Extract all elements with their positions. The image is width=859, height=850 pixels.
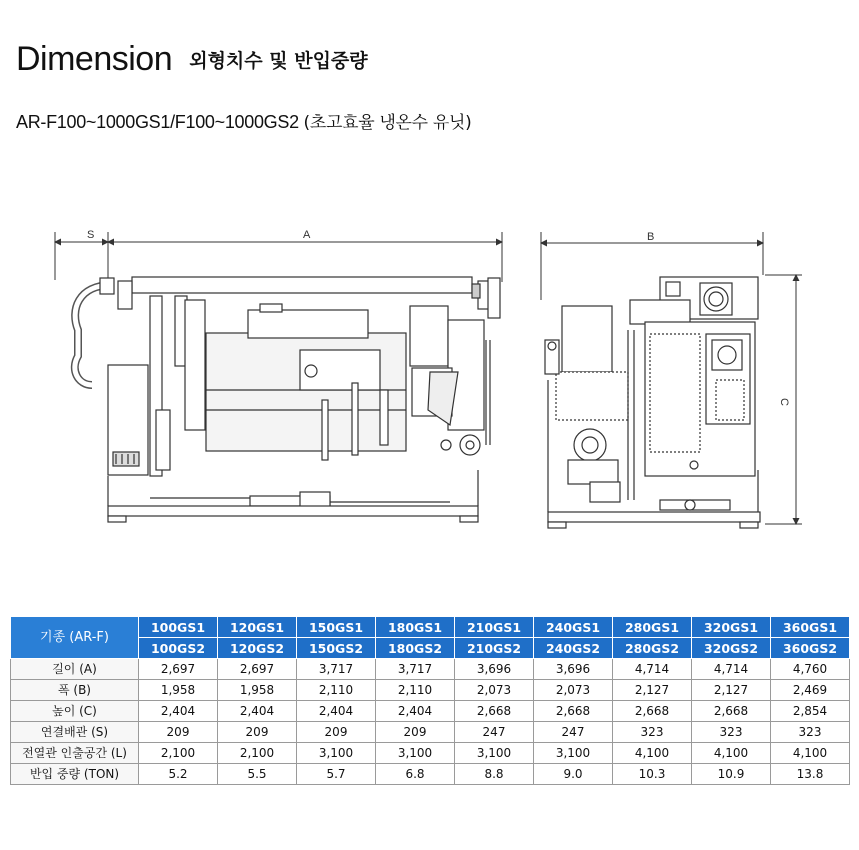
table-cell: 2,127 — [692, 680, 771, 701]
table-cell: 2,404 — [297, 701, 376, 722]
table-row — [11, 659, 850, 680]
model-header: 100GS1 — [139, 617, 218, 638]
table-cell: 2,110 — [376, 680, 455, 701]
table-cell: 2,668 — [613, 701, 692, 722]
front-dimension-lines — [55, 232, 502, 282]
table-cell: 3,717 — [297, 659, 376, 680]
subtitle-model: AR-F100~1000GS1/F100~1000GS2 — [16, 112, 299, 132]
table-cell: 247 — [534, 722, 613, 743]
table-cell: 2,668 — [692, 701, 771, 722]
table-cell: 2,404 — [218, 701, 297, 722]
row-label: 높이 (C) — [11, 701, 139, 722]
table-cell: 209 — [297, 722, 376, 743]
model-header: 320GS1 — [692, 617, 771, 638]
table-cell: 10.9 — [692, 764, 771, 785]
model-header: 210GS2 — [455, 638, 534, 659]
model-header: 210GS1 — [455, 617, 534, 638]
table-cell: 2,404 — [376, 701, 455, 722]
title-main: Dimension — [16, 40, 173, 78]
table-row — [11, 764, 850, 785]
model-header: 180GS1 — [376, 617, 455, 638]
table-cell: 323 — [613, 722, 692, 743]
table-cell: 5.5 — [218, 764, 297, 785]
table-cell: 3,717 — [376, 659, 455, 680]
table-cell: 209 — [376, 722, 455, 743]
table-cell: 6.8 — [376, 764, 455, 785]
table-cell: 323 — [771, 722, 850, 743]
table-cell: 2,668 — [534, 701, 613, 722]
dim-label-a: A — [303, 229, 311, 241]
table-cell: 5.7 — [297, 764, 376, 785]
table-cell: 3,696 — [455, 659, 534, 680]
table-row — [11, 722, 850, 743]
table-cell: 2,100 — [218, 743, 297, 764]
row-label: 반입 중량 (TON) — [11, 764, 139, 785]
row-label: 연결배관 (S) — [11, 722, 139, 743]
table-cell: 2,668 — [455, 701, 534, 722]
model-header: 240GS2 — [534, 638, 613, 659]
model-header: 180GS2 — [376, 638, 455, 659]
side-view — [545, 277, 760, 528]
table-cell: 9.0 — [534, 764, 613, 785]
table-cell: 209 — [218, 722, 297, 743]
model-header: 280GS1 — [613, 617, 692, 638]
front-view — [75, 277, 500, 522]
table-cell: 2,073 — [534, 680, 613, 701]
model-header: 320GS2 — [692, 638, 771, 659]
table-cell: 4,100 — [692, 743, 771, 764]
table-cell: 10.3 — [613, 764, 692, 785]
dim-label-b: B — [647, 231, 655, 243]
title-korean: 외형치수 및 반입중량 — [189, 50, 368, 72]
table-cell: 4,100 — [771, 743, 850, 764]
table-cell: 247 — [455, 722, 534, 743]
table-cell: 2,100 — [139, 743, 218, 764]
row-label: 전열관 인출공간 (L) — [11, 743, 139, 764]
table-cell: 323 — [692, 722, 771, 743]
dim-label-c: C — [778, 398, 790, 406]
table-cell: 2,073 — [455, 680, 534, 701]
table-row-header: 기종 (AR-F) — [11, 617, 139, 659]
table-cell: 3,100 — [534, 743, 613, 764]
table-cell: 2,697 — [218, 659, 297, 680]
model-header: 280GS2 — [613, 638, 692, 659]
table-cell: 1,958 — [218, 680, 297, 701]
table-cell: 3,696 — [534, 659, 613, 680]
model-header: 150GS2 — [297, 638, 376, 659]
table-cell: 2,404 — [139, 701, 218, 722]
table-cell: 4,100 — [613, 743, 692, 764]
table-row — [11, 680, 850, 701]
table-cell: 4,760 — [771, 659, 850, 680]
model-header: 120GS2 — [218, 638, 297, 659]
row-label: 길이 (A) — [11, 659, 139, 680]
model-header: 100GS2 — [139, 638, 218, 659]
table-cell: 5.2 — [139, 764, 218, 785]
subtitle-desc: (초고효율 냉온수 유닛) — [303, 113, 472, 133]
table-cell: 13.8 — [771, 764, 850, 785]
table-header-row-gs1 — [11, 617, 850, 638]
table-cell: 2,110 — [297, 680, 376, 701]
table-cell: 3,100 — [376, 743, 455, 764]
table-cell: 2,854 — [771, 701, 850, 722]
table-cell: 3,100 — [297, 743, 376, 764]
table-cell: 3,100 — [455, 743, 534, 764]
table-cell: 4,714 — [613, 659, 692, 680]
table-cell: 2,469 — [771, 680, 850, 701]
model-header: 360GS2 — [771, 638, 850, 659]
model-header: 360GS1 — [771, 617, 850, 638]
dim-label-s: S — [87, 229, 95, 241]
table-cell: 8.8 — [455, 764, 534, 785]
table-cell: 2,127 — [613, 680, 692, 701]
table-cell: 1,958 — [139, 680, 218, 701]
model-header: 120GS1 — [218, 617, 297, 638]
table-row — [11, 743, 850, 764]
model-header: 240GS1 — [534, 617, 613, 638]
dimension-table — [10, 616, 850, 785]
table-cell: 4,714 — [692, 659, 771, 680]
table-cell: 209 — [139, 722, 218, 743]
row-label: 폭 (B) — [11, 680, 139, 701]
table-row — [11, 701, 850, 722]
table-cell: 2,697 — [139, 659, 218, 680]
model-header: 150GS1 — [297, 617, 376, 638]
